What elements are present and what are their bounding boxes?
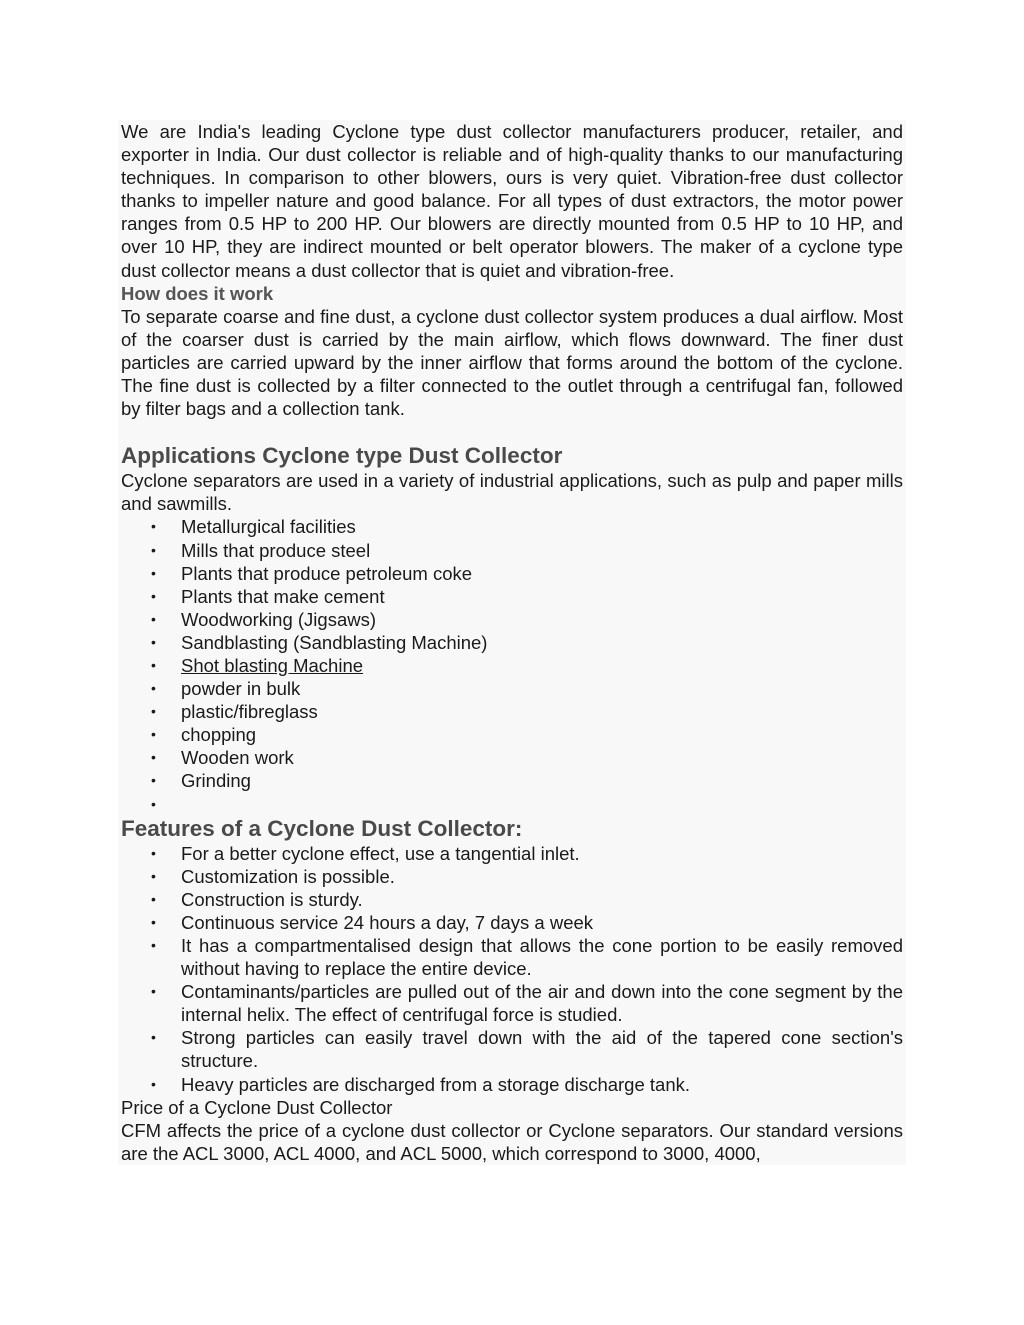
bullet-icon: • bbox=[151, 633, 156, 650]
features-list bbox=[121, 842, 903, 1096]
list-item bbox=[121, 793, 903, 816]
applications-intro: Cyclone separators are used in a variety of industrial applications, such as pulp and paper mills and sawmills. bbox=[121, 470, 903, 515]
applications-heading: Applications Cyclone type Dust Collector bbox=[121, 443, 563, 469]
bullet-icon: • bbox=[151, 937, 156, 953]
list-item bbox=[121, 1026, 903, 1072]
list-item-text: Grinding bbox=[181, 770, 251, 792]
list-item-text: Heavy particles are discharged from a storage discharge tank. bbox=[181, 1073, 691, 1095]
list-item-text: Continuous service 24 hours a day, 7 days a week bbox=[181, 911, 594, 933]
list-item bbox=[121, 934, 903, 980]
price-paragraph: CFM affects the price of a cyclone dust collector or Cyclone separators. Our standard versions are the ACL 3000, ACL 4000, and ACL 5000, which correspond to 3000, 4000, bbox=[121, 1119, 903, 1164]
list-item-text: Customization is possible. bbox=[181, 865, 395, 887]
list-item-text: Plants that make cement bbox=[181, 585, 385, 607]
bullet-icon: • bbox=[151, 772, 156, 789]
bullet-icon: • bbox=[151, 726, 156, 743]
list-item bbox=[121, 654, 903, 677]
list-item-text: Construction is sturdy. bbox=[181, 888, 363, 910]
bullet-icon: • bbox=[151, 656, 156, 673]
list-item-text: chopping bbox=[181, 724, 257, 746]
list-item bbox=[121, 631, 903, 654]
bullet-icon: • bbox=[151, 983, 156, 1000]
list-item-text: Metallurgical facilities bbox=[181, 516, 356, 538]
list-item-text: It has a compartmentalised design that allows the cone portion to be easily removed without having to replace the entire device. bbox=[181, 935, 903, 980]
list-item bbox=[121, 677, 903, 700]
bullet-icon: • bbox=[151, 867, 156, 884]
list-item-text: Strong particles can easily travel down with the aid of the tapered cone section's structure. bbox=[181, 1027, 903, 1072]
list-item bbox=[121, 842, 903, 865]
bullet-icon: • bbox=[151, 680, 156, 697]
list-item bbox=[121, 723, 903, 746]
bullet-icon: • bbox=[151, 703, 156, 720]
list-item-text: powder in bulk bbox=[181, 678, 301, 700]
bullet-icon: • bbox=[151, 610, 156, 627]
list-item-text: Plants that produce petroleum coke bbox=[181, 562, 473, 584]
bullet-icon: • bbox=[151, 844, 156, 861]
list-item-text: Contaminants/particles are pulled out of the air and down into the cone segment by the internal helix. The effect of centrifugal force is studied. bbox=[181, 981, 903, 1026]
document-body bbox=[118, 120, 906, 1165]
bullet-icon: • bbox=[151, 1029, 156, 1046]
spacer bbox=[121, 420, 903, 443]
bullet-icon: • bbox=[151, 587, 156, 604]
bullet-icon: • bbox=[151, 749, 156, 766]
list-item bbox=[121, 1073, 903, 1096]
list-item-text: Woodworking (Jigsaws) bbox=[181, 608, 376, 630]
list-item bbox=[121, 746, 903, 769]
how-it-works-paragraph: To separate coarse and fine dust, a cyclone dust collector system produces a dual airflow. Most of the coarser dust is carried by the main airflow, which flows downward. The finer dust particles are carried upward by the inner airflow that forms around the bottom of the cyclone. The fine dust is collected by a filter connected to the outlet through a centrifugal fan, followed by filter bags and a collection tank. bbox=[121, 305, 903, 420]
list-item bbox=[121, 700, 903, 723]
bullet-icon: • bbox=[151, 518, 156, 535]
list-item bbox=[121, 585, 903, 608]
list-item-text: Mills that produce steel bbox=[181, 539, 371, 561]
list-item bbox=[121, 562, 903, 585]
bullet-icon: • bbox=[151, 795, 156, 812]
applications-list bbox=[121, 515, 903, 815]
features-heading: Features of a Cyclone Dust Collector: bbox=[121, 815, 523, 841]
shot-blasting-link[interactable]: Shot blasting Machine bbox=[181, 654, 364, 676]
how-it-works-heading: How does it work bbox=[121, 282, 274, 304]
list-item-text: For a better cyclone effect, use a tangential inlet. bbox=[181, 842, 580, 864]
list-item bbox=[121, 980, 903, 1026]
list-item-text: Wooden work bbox=[181, 747, 294, 769]
bullet-icon: • bbox=[151, 541, 156, 558]
list-item-text: plastic/fibreglass bbox=[181, 701, 318, 723]
list-item bbox=[121, 539, 903, 562]
list-item-text: Sandblasting (Sandblasting Machine) bbox=[181, 631, 488, 653]
list-item bbox=[121, 769, 903, 792]
list-item bbox=[121, 911, 903, 934]
list-item bbox=[121, 515, 903, 538]
intro-paragraph: We are India's leading Cyclone type dust collector manufacturers producer, retailer, and exporter in India. Our dust collector is reliable and of high-quality thanks to our manufacturing techniques. In comparison to other blowers, ours is very quiet. Vibration-free dust collector thanks to impeller nature and good balance. For all types of dust extractors, the motor power ranges from 0.5 HP to 200 HP. Our blowers are directly mounted from 0.5 HP to 10 HP, and over 10 HP, they are indirect mounted or belt operator blowers. The maker of a cyclone type dust collector means a dust collector that is quiet and vibration-free. bbox=[121, 121, 903, 281]
list-item bbox=[121, 608, 903, 631]
bullet-icon: • bbox=[151, 1075, 156, 1092]
bullet-icon: • bbox=[151, 564, 156, 581]
bullet-icon: • bbox=[151, 890, 156, 907]
bullet-icon: • bbox=[151, 913, 156, 930]
price-heading: Price of a Cyclone Dust Collector bbox=[121, 1096, 393, 1118]
list-item bbox=[121, 865, 903, 888]
list-item bbox=[121, 888, 903, 911]
